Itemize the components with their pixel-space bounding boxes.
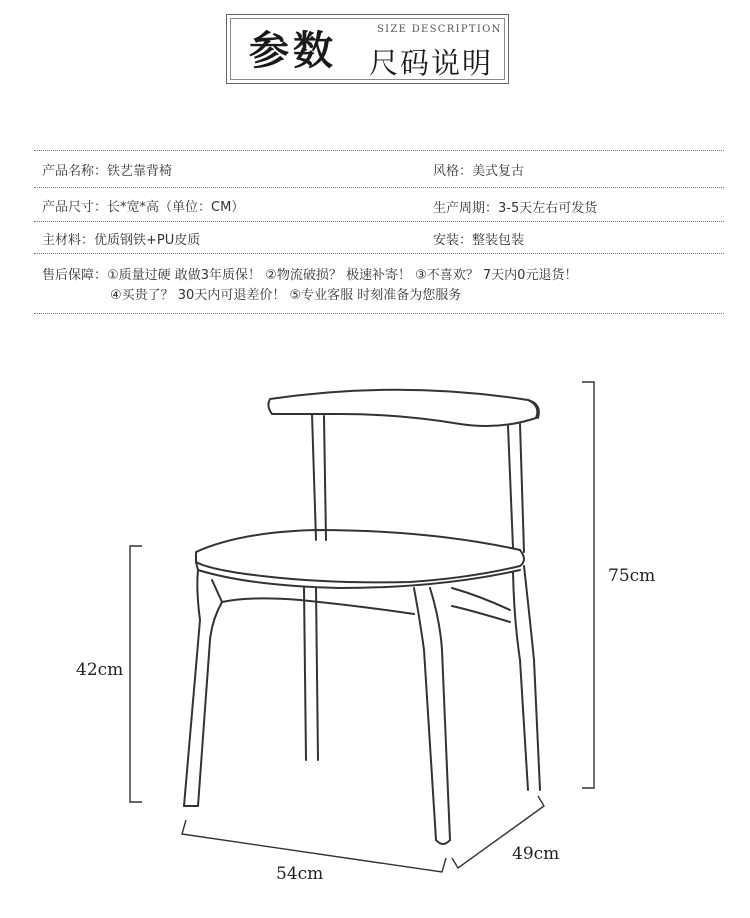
dim-line-seat-height [130, 546, 142, 802]
front-left-leg [184, 570, 200, 806]
spec-aftersale-line2: ④买贵了？ 30天内可退差价！ ⑤专业客服 时刻准备为您服务 [110, 288, 462, 303]
side-rail-right [452, 588, 510, 610]
spec-production-cycle: 生产周期：3-5天左右可发货 [433, 201, 598, 216]
dim-line-height-total [582, 382, 594, 788]
spec-aftersale-line1: 售后保障：①质量过硬 敢做3年质保！ ②物流破损？ 极速补寄！ ③不喜欢？ 7天内0元退货！ [42, 268, 578, 283]
back-left-leg [304, 588, 306, 760]
dim-label-seat-height: 42cm [76, 660, 124, 680]
backrest-rail [268, 390, 537, 426]
back-right-leg [513, 572, 528, 790]
back-post-right-inner [520, 424, 524, 552]
back-post-left [312, 414, 316, 540]
front-right-foot [436, 840, 450, 844]
title-english: SIZE DESCRIPTION [377, 24, 502, 35]
back-post-left-inner [324, 416, 326, 540]
spec-size: 产品尺寸：长*宽*高（单位：CM） [42, 200, 245, 215]
side-rail-right-lower [452, 606, 510, 622]
spec-product-name: 产品名称：铁艺靠背椅 [42, 164, 173, 179]
dim-label-total-height: 75cm [608, 566, 656, 586]
front-apron [222, 598, 414, 614]
seat-cushion [196, 530, 524, 582]
front-left-leg-inner [198, 580, 222, 806]
spec-material: 主材料：优质钢铁+PU皮质 [42, 233, 201, 248]
dim-label-depth: 49cm [512, 844, 560, 864]
front-right-leg [414, 588, 436, 840]
back-left-leg-inner [316, 588, 318, 760]
spec-install: 安装：整装包装 [433, 233, 525, 248]
spec-style: 风格：美式复古 [433, 164, 525, 179]
back-post-right [508, 426, 513, 548]
title-main: 参数 [249, 27, 337, 74]
dim-label-width: 54cm [276, 864, 324, 884]
title-sub: 尺码说明 [369, 46, 494, 80]
